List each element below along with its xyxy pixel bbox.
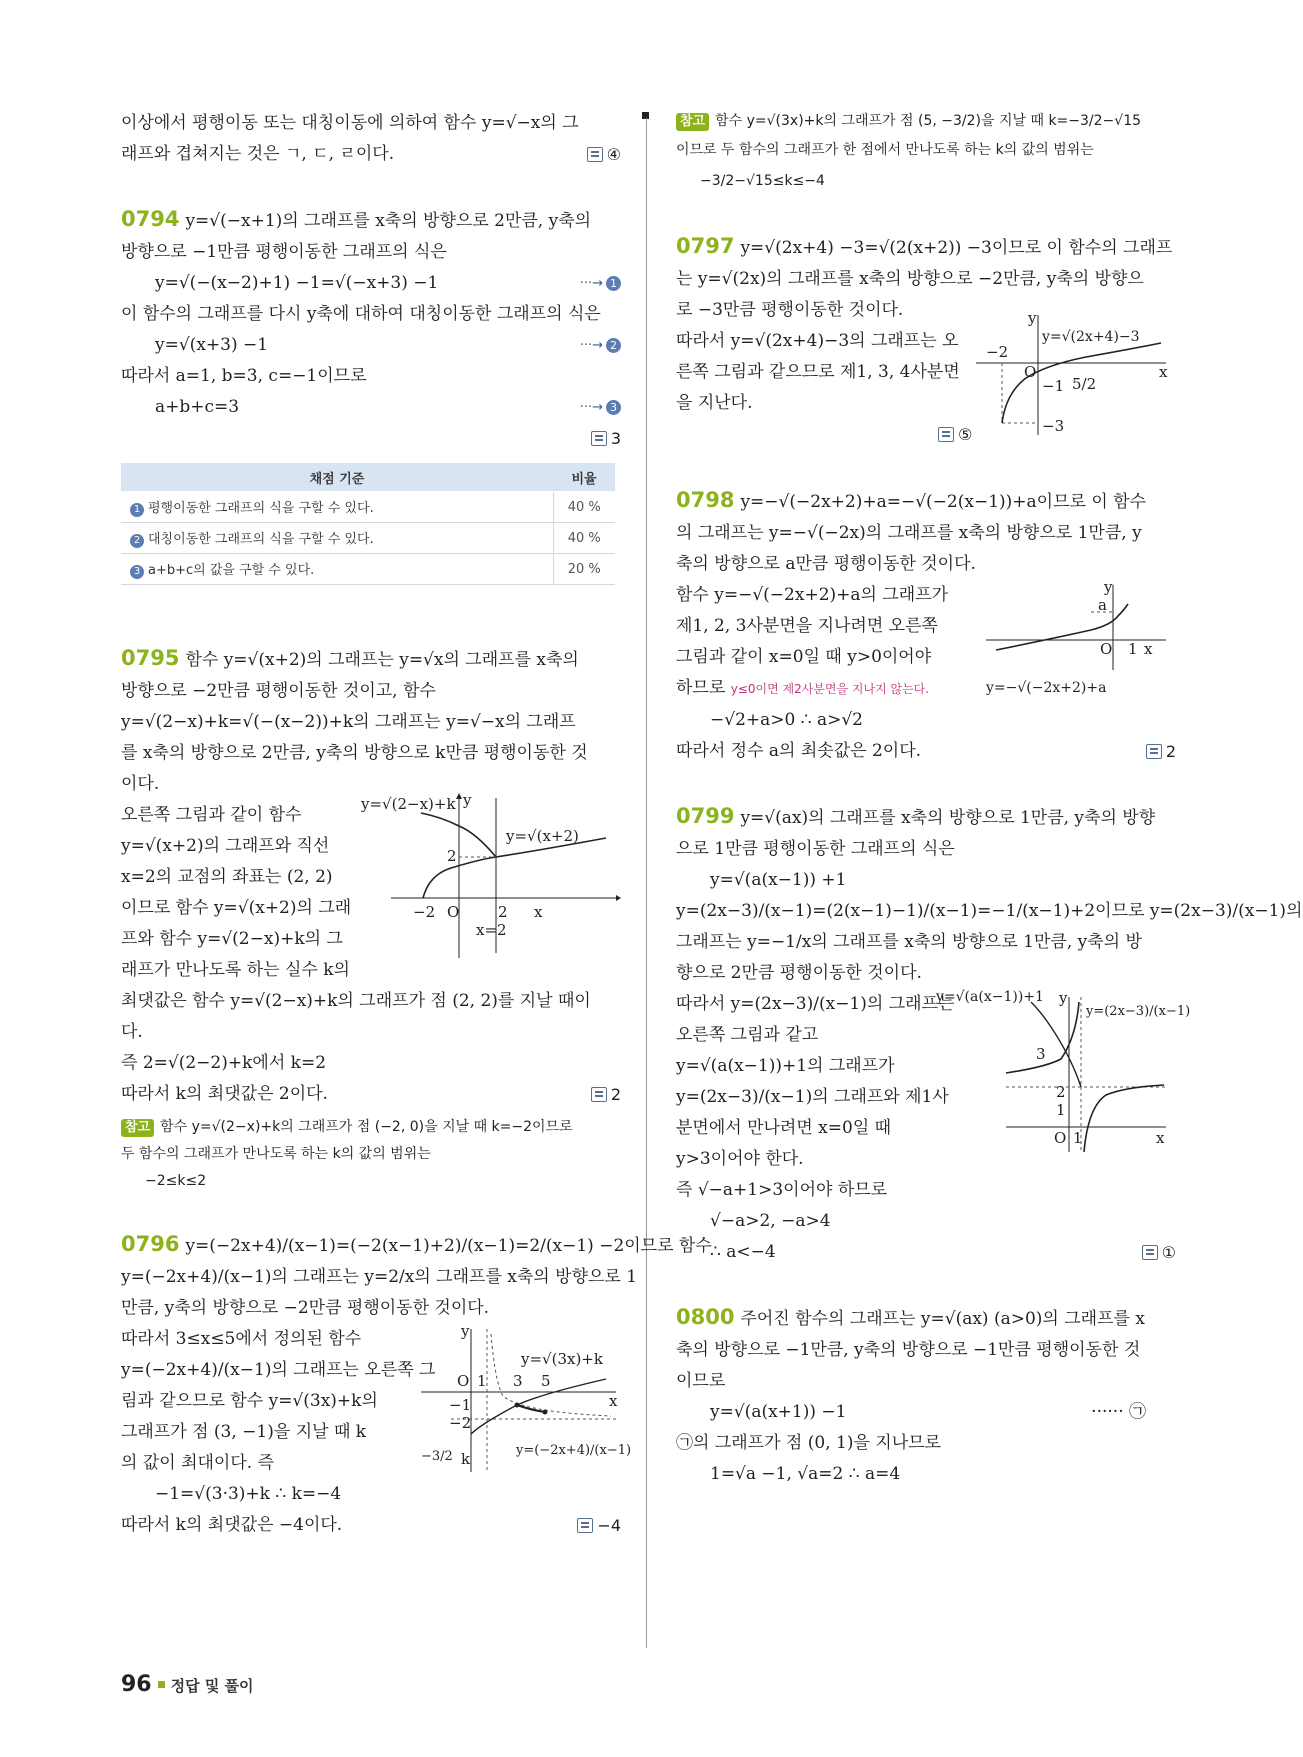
problem-number: 0795 xyxy=(121,646,180,670)
label-neg2: −2 xyxy=(449,1414,472,1432)
text-line: 는 y=√(2x)의 그래프를 x축의 방향으로 −2만큼, y축의 방향으 xyxy=(676,269,1144,289)
step-marker xyxy=(580,268,621,299)
text-line: 이므로 xyxy=(676,1371,726,1391)
answer-icon xyxy=(1142,1245,1158,1260)
equation: y=√(a(x+1)) −1 xyxy=(710,1402,847,1422)
text-line: y=−√(−2x+2)+a=−√(−2(x−1))+a이므로 이 함수 xyxy=(740,492,1147,512)
text-line: 함수 y=√(x+2)의 그래프는 y=√x의 그래프를 x축의 xyxy=(185,650,579,670)
answer-icon xyxy=(591,1087,607,1102)
text-line xyxy=(121,139,621,170)
problem-first-line xyxy=(676,801,1176,834)
answer-line xyxy=(121,423,621,455)
answer-value: ① xyxy=(1161,1243,1176,1262)
label-5-2: 5/2 xyxy=(1072,375,1097,393)
equation-line: y=√(a(x−1)) +1 xyxy=(710,870,847,890)
equation-line: −√2+a>0 ∴ a>√2 xyxy=(710,710,863,730)
label-y: y xyxy=(461,1322,470,1340)
answer xyxy=(1146,736,1176,767)
equation-line: 1=√a −1, √a=2 ∴ a=4 xyxy=(710,1464,901,1484)
answer-icon xyxy=(938,427,954,442)
text-line: y=(−2x+4)/(x−1)의 그래프는 y=2/x의 그래프를 x축의 방향으로 1 xyxy=(121,1267,638,1287)
text-line: 이상에서 평행이동 또는 대칭이동에 의하여 함수 y=√−x의 그 xyxy=(121,113,579,133)
equation-line xyxy=(121,392,621,423)
graph-0798 xyxy=(986,580,1176,705)
label-neg3-2: −3/2 xyxy=(421,1449,453,1464)
text-line: 주어진 함수의 그래프는 y=√(ax) (a>0)의 그래프를 x xyxy=(740,1309,1145,1329)
table-row xyxy=(121,523,615,554)
pink-note: y≤0이면 제2사분면을 지나지 않는다. xyxy=(730,682,930,696)
criteria-number: 2 xyxy=(130,534,144,548)
text-line: 의 값이 최대이다. 즉 xyxy=(121,1453,274,1473)
label-3: 3 xyxy=(1036,1045,1046,1063)
criteria-number: 3 xyxy=(130,565,144,579)
text-line xyxy=(676,736,1176,767)
label-curve1: y=√(2−x)+k xyxy=(361,795,456,813)
spacer xyxy=(676,451,1176,485)
label-x: x xyxy=(1144,640,1153,658)
note-line: 두 함수의 그래프가 만나도록 하는 k의 값의 범위는 xyxy=(121,1146,431,1162)
label-2: 2 xyxy=(1056,1083,1066,1101)
answer-icon xyxy=(587,147,603,162)
text-line: 만큼, y축의 방향으로 −2만큼 평행이동한 것이다. xyxy=(121,1298,490,1318)
answer xyxy=(1142,1237,1176,1268)
equation-line xyxy=(676,1397,1176,1428)
note-text: 함수 y=√(3x)+k의 그래프가 점 (5, −3/2)을 지날 때 k=−3/2−√15 xyxy=(715,113,1142,129)
graph-0799 xyxy=(936,987,1191,1162)
text-line: 축의 방향으로 −1만큼, y축의 방향으로 −1만큼 평행이동한 것 xyxy=(676,1340,1141,1360)
note-tag: 참고 xyxy=(121,1119,154,1137)
text-line: y=√(2x+4) −3=√(2(x+2)) −3이므로 이 함수의 그래프 xyxy=(740,238,1173,258)
step-arrow: ···→ xyxy=(579,338,603,353)
criteria-cell xyxy=(121,554,553,585)
note-line: −2≤k≤2 xyxy=(145,1173,207,1189)
label-neg1: −1 xyxy=(1042,377,1065,395)
text-line: 그림과 같이 x=0일 때 y>0이어야 xyxy=(676,647,932,667)
problem-first-line xyxy=(121,643,621,676)
text-line: 으로 1만큼 평행이동한 그래프의 식은 xyxy=(676,839,955,859)
x-axis-arrow xyxy=(616,895,621,901)
step-number: 3 xyxy=(606,400,621,415)
point-5 xyxy=(543,1410,548,1415)
equation: a+b+c=3 xyxy=(155,397,240,417)
grading-table-header xyxy=(121,463,615,492)
equation: y=√(−(x−2)+1) −1=√(−x+3) −1 xyxy=(155,273,439,293)
text-line: 그래프가 점 (3, −1)을 지날 때 k xyxy=(121,1422,367,1442)
curve-rational-right xyxy=(1084,1085,1164,1152)
text-line: 제1, 2, 3사분면을 지나려면 오른쪽 xyxy=(676,616,938,636)
problem-first-line xyxy=(676,1302,1176,1335)
text-line: 프와 함수 y=√(2−x)+k의 그 xyxy=(121,929,343,949)
label-origin: O xyxy=(447,903,460,921)
spacer xyxy=(121,1195,621,1229)
label-1-x: 1 xyxy=(1073,1129,1083,1147)
equation: ∴ a<−4 xyxy=(710,1242,776,1262)
answer-value: ⑤ xyxy=(958,425,973,444)
step-number: 1 xyxy=(606,276,621,291)
curve-rational-solid xyxy=(517,1405,545,1412)
answer-value: 3 xyxy=(610,429,621,448)
answer xyxy=(591,429,621,448)
rate-cell: 40 % xyxy=(553,523,615,554)
note xyxy=(121,1114,621,1195)
equation: y=√(x+3) −1 xyxy=(155,335,269,355)
label-x: x xyxy=(534,903,543,921)
problem-number: 0800 xyxy=(676,1305,735,1329)
label-origin: O xyxy=(457,1372,470,1390)
text-line: ㉠의 그래프가 점 (0, 1)을 지나므로 xyxy=(676,1433,941,1453)
problem-first-line xyxy=(121,1229,712,1262)
text-line: 즉 √−a+1>3이어야 하므로 xyxy=(676,1180,888,1200)
label-2-x: 2 xyxy=(498,903,508,921)
label-curve2: y=(−2x+4)/(x−1) xyxy=(516,1443,632,1458)
problem-number: 0796 xyxy=(121,1232,180,1256)
problem-first-line xyxy=(121,204,621,237)
footer-title: 정답 및 풀이 xyxy=(170,1677,254,1695)
graph-0797 xyxy=(976,309,1176,443)
problem-0797 xyxy=(676,231,1176,451)
header-rate: 비율 xyxy=(553,463,615,492)
graph-0799-svg xyxy=(936,987,1191,1157)
text-line: 이므로 함수 y=√(x+2)의 그래 xyxy=(121,898,352,918)
graph-0796-svg xyxy=(421,1322,632,1474)
criteria-text: 평행이동한 그래프의 식을 구할 수 있다. xyxy=(148,501,374,516)
page-number: 96 xyxy=(121,1672,152,1697)
label-xline: x=2 xyxy=(476,921,507,939)
answer-value: 2 xyxy=(1165,742,1176,761)
criteria-number: 1 xyxy=(130,503,144,517)
text-line: 을 지난다. xyxy=(676,393,753,413)
text-line: 를 x축의 방향으로 2만큼, y축의 방향으로 k만큼 평행이동한 것 xyxy=(121,743,588,763)
table-row xyxy=(121,492,615,523)
text-line: 방향으로 −1만큼 평행이동한 그래프의 식은 xyxy=(121,242,447,262)
note-tag: 참고 xyxy=(676,113,709,131)
criteria-text: 대칭이동한 그래프의 식을 구할 수 있다. xyxy=(148,532,374,547)
label-neg2: −2 xyxy=(413,903,436,921)
equation-marker: ······ ㉠ xyxy=(1091,1402,1146,1422)
equation-line: √−a>2, −a>4 xyxy=(710,1211,831,1231)
text-line: 로 −3만큼 평행이동한 것이다. xyxy=(676,300,904,320)
text-line: 오른쪽 그림과 같고 xyxy=(676,1025,819,1045)
text-line: 즉 2=√(2−2)+k에서 k=2 xyxy=(121,1053,327,1073)
answer xyxy=(938,425,972,444)
text-line xyxy=(121,1510,621,1541)
header-criteria: 채점 기준 xyxy=(121,463,553,492)
text-line: y=(−2x+4)/(x−1)=(−2(x−1)+2)/(x−1)=2/(x−1) −2이므로 함수 xyxy=(185,1236,712,1256)
label-y: y xyxy=(463,791,472,809)
label-y: y xyxy=(1028,309,1037,327)
label-curve: y=−√(−2x+2)+a xyxy=(986,680,1107,696)
graph-0797-svg xyxy=(976,309,1176,438)
footer-square-icon xyxy=(158,1681,165,1688)
answer-icon xyxy=(1146,744,1162,759)
text-line: 방향으로 −2만큼 평행이동한 것이고, 함수 xyxy=(121,681,436,701)
text-line: x=2의 교점의 좌표는 (2, 2) xyxy=(121,867,333,887)
problem-0799 xyxy=(676,801,1303,1268)
spacer xyxy=(676,1268,1176,1302)
curve-sqrt-3x-plus-k xyxy=(471,1379,606,1434)
grading-table xyxy=(121,463,615,585)
text-line xyxy=(121,1079,621,1110)
spacer xyxy=(121,585,621,643)
text-line: 함수 y=−√(−2x+2)+a의 그래프가 xyxy=(676,585,949,605)
spacer xyxy=(121,170,621,204)
label-5: 5 xyxy=(541,1372,551,1390)
text-line: 향으로 2만큼 평행이동한 것이다. xyxy=(676,963,922,983)
curve-rational-dashed xyxy=(491,1334,611,1416)
text-line: 따라서 a=1, b=3, c=−1이므로 xyxy=(121,366,367,386)
text-line: y=√(x+2)의 그래프와 직선 xyxy=(121,836,330,856)
note-line: 이므로 두 함수의 그래프가 한 점에서 만나도록 하는 k의 값의 범위는 xyxy=(676,142,1094,158)
y-axis-arrow xyxy=(456,793,462,799)
problem-number: 0797 xyxy=(676,234,735,258)
answer-value: 2 xyxy=(610,1085,621,1104)
text-line: 따라서 y=(2x−3)/(x−1)의 그래프는 xyxy=(676,994,955,1014)
graph-0795 xyxy=(361,791,621,968)
right-column xyxy=(676,108,1303,1490)
text-line: y=√(−x+1)의 그래프를 x축의 방향으로 2만큼, y축의 xyxy=(185,211,592,231)
answer-icon xyxy=(577,1518,593,1533)
text-line-content: 하므로 xyxy=(676,678,726,698)
graph-0795-svg xyxy=(361,791,621,963)
problem-0794 xyxy=(121,204,621,585)
label-neg2: −2 xyxy=(986,343,1009,361)
label-1: 1 xyxy=(1128,640,1138,658)
text-line-content: 따라서 k의 최댓값은 −4이다. xyxy=(121,1515,343,1535)
text-line: 림과 같으므로 함수 y=√(3x)+k의 xyxy=(121,1391,378,1411)
spacer xyxy=(676,197,1176,231)
answer xyxy=(587,139,621,170)
step-marker xyxy=(580,392,621,423)
page-footer xyxy=(121,1672,254,1697)
column-divider xyxy=(646,118,647,1648)
text-line: y=√(a(x−1))+1의 그래프가 xyxy=(676,1056,895,1076)
answer-value: ④ xyxy=(606,145,621,164)
label-curve1: y=√(3x)+k xyxy=(521,1350,603,1368)
problem-number: 0794 xyxy=(121,207,180,231)
problem-number: 0799 xyxy=(676,804,735,828)
graph-0798-svg xyxy=(986,580,1176,700)
note-text: 함수 y=√(2−x)+k의 그래프가 점 (−2, 0)을 지날 때 k=−2이므로 xyxy=(160,1119,573,1135)
step-number: 2 xyxy=(606,338,621,353)
label-x: x xyxy=(1156,1129,1165,1147)
label-curve2: y=√(x+2) xyxy=(506,827,579,845)
spacer xyxy=(676,767,1176,801)
label-origin: O xyxy=(1100,640,1113,658)
label-x: x xyxy=(609,1392,618,1410)
label-k: k xyxy=(461,1450,471,1468)
text-line: y=(2x−3)/(x−1)=(2(x−1)−1)/(x−1)=−1/(x−1)+2이므로 y=(2x−3)/(x−1)의 xyxy=(676,901,1303,921)
label-curve1: y=√(a(x−1))+1 xyxy=(936,989,1044,1005)
problem-0800 xyxy=(676,1302,1176,1490)
text-line: 이 함수의 그래프를 다시 y축에 대하여 대칭이동한 그래프의 식은 xyxy=(121,304,601,324)
label-origin: O xyxy=(1054,1129,1067,1147)
answer-value: −4 xyxy=(597,1516,621,1535)
text-line: 따라서 y=√(2x+4)−3의 그래프는 오 xyxy=(676,331,959,351)
label-y: y xyxy=(1059,989,1068,1007)
text-line: 최댓값은 함수 y=√(2−x)+k의 그래프가 점 (2, 2)를 지날 때이 xyxy=(121,991,591,1011)
top-note xyxy=(676,108,1176,197)
label-origin: O xyxy=(1024,363,1037,381)
equation-line xyxy=(121,330,621,361)
text-line: 다. xyxy=(121,1022,143,1042)
label-3: 3 xyxy=(513,1372,523,1390)
text-line: 의 그래프는 y=−√(−2x)의 그래프를 x축의 방향으로 1만큼, y xyxy=(676,523,1142,543)
label-a: a xyxy=(1098,596,1107,614)
problem-number: 0798 xyxy=(676,488,735,512)
text-line: y=√(2−x)+k=√(−(x−2))+k의 그래프는 y=√−x의 그래프 xyxy=(121,712,576,732)
label-curve2: y=(2x−3)/(x−1) xyxy=(1086,1004,1191,1019)
criteria-cell xyxy=(121,492,553,523)
problem-first-line xyxy=(676,231,1176,264)
step-marker xyxy=(580,330,621,361)
criteria-cell xyxy=(121,523,553,554)
text-line: 축의 방향으로 a만큼 평행이동한 것이다. xyxy=(676,554,976,574)
label-neg1: −1 xyxy=(449,1396,472,1414)
answer xyxy=(577,1510,621,1541)
text-line-content: 따라서 정수 a의 최솟값은 2이다. xyxy=(676,741,922,761)
label-neg3: −3 xyxy=(1042,417,1065,435)
equation-line: −1=√(3·3)+k ∴ k=−4 xyxy=(155,1484,342,1504)
text-line: 오른쪽 그림과 같이 함수 xyxy=(121,805,302,825)
label-curve: y=√(2x+4)−3 xyxy=(1042,329,1140,345)
text-line: 따라서 3≤x≤5에서 정의된 함수 xyxy=(121,1329,362,1349)
note-line: −3/2−√15≤k≤−4 xyxy=(700,173,825,189)
table-row xyxy=(121,554,615,585)
text-line: 분면에서 만나려면 x=0일 때 xyxy=(676,1118,892,1138)
label-1: 1 xyxy=(477,1372,487,1390)
equation-line xyxy=(676,1237,1176,1268)
problem-first-line xyxy=(676,485,1176,518)
text-line: y=√(ax)의 그래프를 x축의 방향으로 1만큼, y축의 방향 xyxy=(740,808,1156,828)
text-line-content: 래프와 겹쳐지는 것은 ㄱ, ㄷ, ㄹ이다. xyxy=(121,144,395,164)
text-line: 그래프는 y=−1/x의 그래프를 x축의 방향으로 1만큼, y축의 방 xyxy=(676,932,1142,952)
label-1-y: 1 xyxy=(1056,1101,1066,1119)
answer xyxy=(591,1079,621,1110)
text-line: 래프가 만나도록 하는 실수 k의 xyxy=(121,960,350,980)
text-line: y=(−2x+4)/(x−1)의 그래프는 오른쪽 그 xyxy=(121,1360,436,1380)
rate-cell: 40 % xyxy=(553,492,615,523)
answer-icon xyxy=(591,431,607,446)
equation-line xyxy=(121,268,621,299)
note-line xyxy=(121,1114,621,1141)
step-arrow: ···→ xyxy=(579,276,603,291)
label-x: x xyxy=(1159,363,1168,381)
text-line: 른쪽 그림과 같으므로 제1, 3, 4사분면 xyxy=(676,362,960,382)
step-arrow: ···→ xyxy=(579,400,603,415)
problem-0798 xyxy=(676,485,1176,767)
graph-0796 xyxy=(421,1322,632,1479)
text-line-content: 따라서 k의 최댓값은 2이다. xyxy=(121,1084,328,1104)
point-3-neg1 xyxy=(515,1403,520,1408)
note-line xyxy=(676,108,1176,135)
criteria-text: a+b+c의 값을 구할 수 있다. xyxy=(148,563,315,578)
problem-0795 xyxy=(121,643,621,1195)
rate-cell: 20 % xyxy=(553,554,615,585)
text-line: y>3이어야 한다. xyxy=(676,1149,804,1169)
label-2-y: 2 xyxy=(447,847,457,865)
text-line: y=(2x−3)/(x−1)의 그래프와 제1사 xyxy=(676,1087,949,1107)
text-line: 이다. xyxy=(121,774,160,794)
label-y: y xyxy=(1104,578,1113,596)
